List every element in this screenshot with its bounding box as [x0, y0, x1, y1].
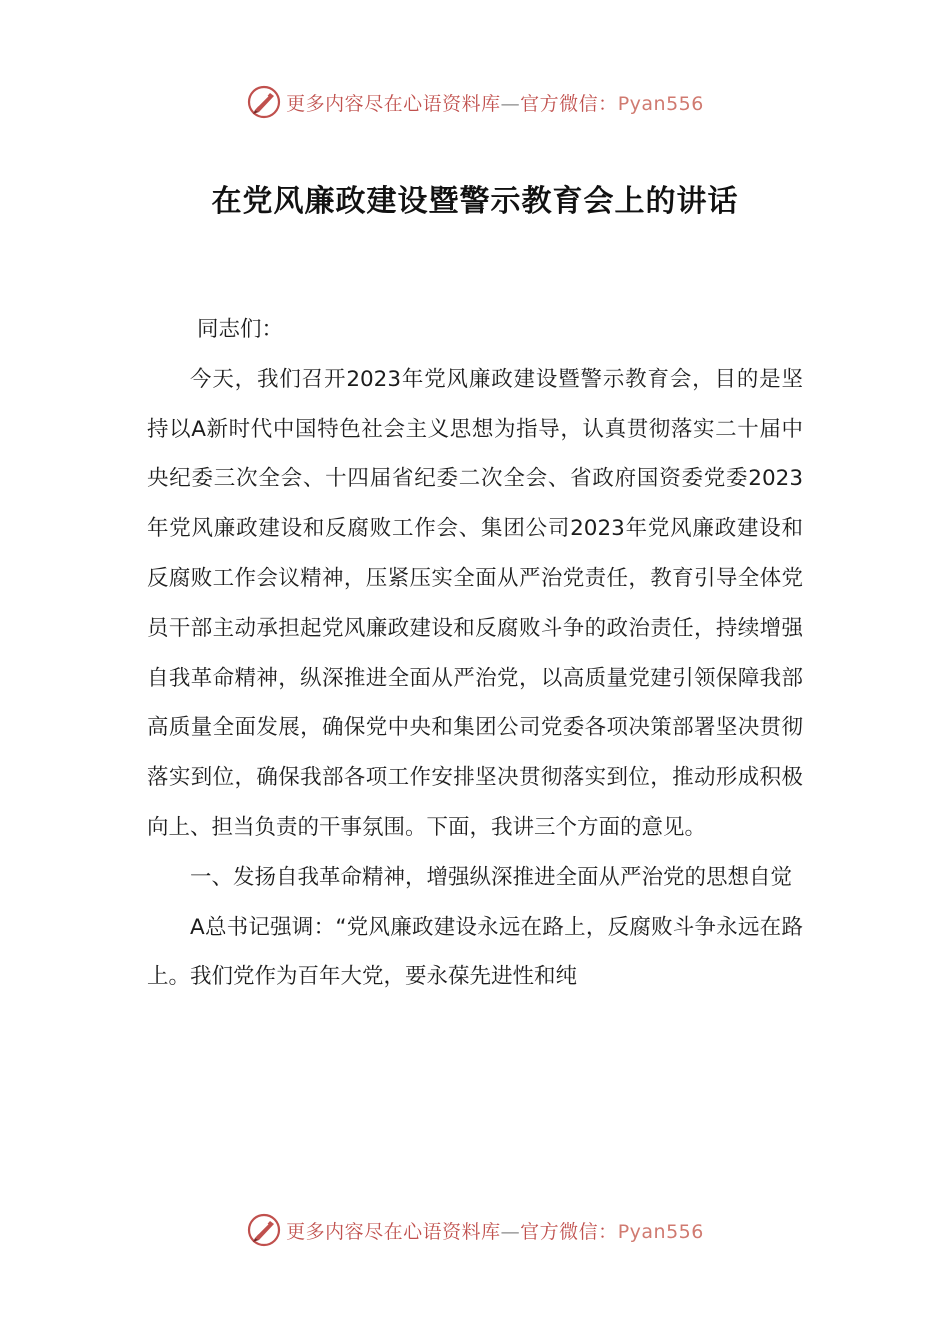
section-heading: 一、发扬自我革命精神，增强纵深推进全面从严治党的思想自觉 [190, 864, 793, 890]
pen-logo-icon [246, 1212, 282, 1248]
watermark-wechat-label: 官方微信： [520, 92, 618, 115]
watermark-wechat-id: Pyan556 [617, 92, 704, 115]
watermark-dash: — [500, 92, 521, 115]
watermark-text [286, 89, 704, 116]
greeting: 同志们： [197, 317, 284, 342]
paragraph: 今天，我们召开2023年党风廉政建设暨警示教育会，目的是坚持以A新时代中国特色社会主义思想为指导，认真贯彻落实二十届中央纪委三次全会、十四届省纪委二次全会、省政府国资委党委2023年党风廉政建设和反腐败工作会、集团公司2023年党风廉政建设和反腐败工作会议精神，压紧压实全面从严治党责任，教育引导全体党员干部主动承担起党风廉政建设和反腐败斗争的政治责任，持续增强自我革命精神，纵深推进全面从严治党，以高质量党建引领保障我部高质量全面发展，确保党中央和集团公司党委各项决策部署坚决贯彻落实到位，确保我部各项工作安排坚决贯彻落实到位，推动形成积极向上、担当负责的干事氛围。下面，我讲三个方面的意见。 [147, 366, 803, 840]
watermark-main: 更多内容尽在心语资料库 [286, 1220, 501, 1243]
watermark-wechat-id: Pyan556 [617, 1220, 704, 1243]
watermark-text [286, 1217, 704, 1244]
paragraph: A总书记强调：“党风廉政建设永远在路上，反腐败斗争永远在路上。我们党作为百年大党，要永葆先进性和纯 [147, 914, 803, 990]
watermark-main: 更多内容尽在心语资料库 [286, 92, 501, 115]
header-watermark [0, 80, 950, 124]
document-body [147, 305, 803, 1002]
watermark-wechat-label: 官方微信： [520, 1220, 618, 1243]
footer-watermark [0, 1208, 950, 1252]
pen-logo-icon [246, 84, 282, 120]
watermark-dash: — [500, 1220, 521, 1243]
document-title: 在党风廉政建设暨警示教育会上的讲话 [211, 184, 739, 219]
